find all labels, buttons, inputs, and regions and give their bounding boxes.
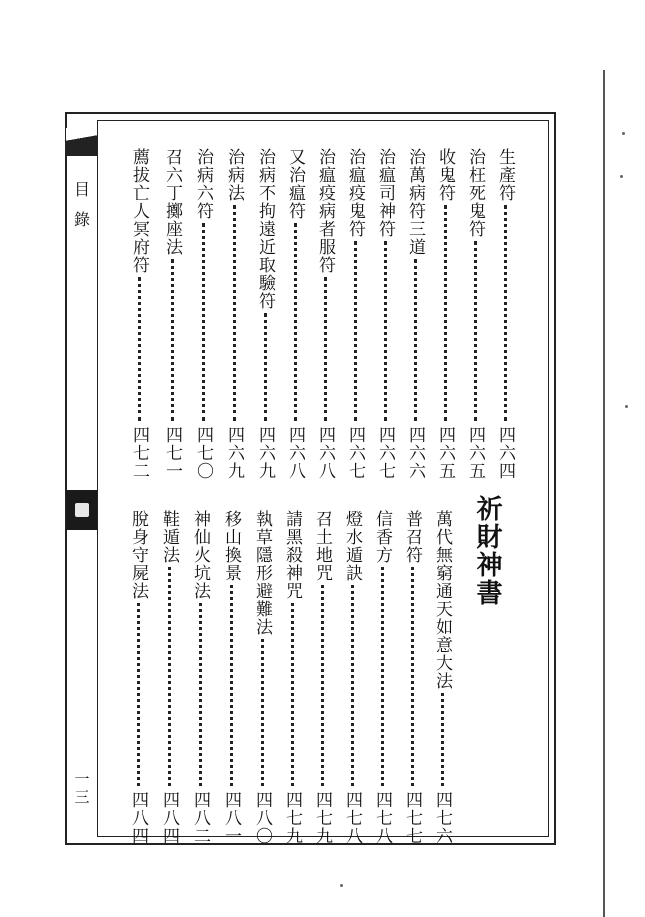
toc-entry <box>189 510 211 845</box>
toc-entry-page: 四八一 <box>221 791 241 845</box>
toc-entry-page: 四六七 <box>375 426 395 480</box>
leader-dots <box>291 603 294 786</box>
toc-entry-title: 治萬病符三道 <box>405 148 425 256</box>
leader-dots <box>261 639 264 786</box>
toc-entry-title: 燈水遁訣 <box>342 510 362 582</box>
toc-entry-page: 四六八 <box>315 426 335 480</box>
toc-entry-title: 治枉死鬼符 <box>465 148 485 238</box>
toc-entry-title: 治病六符 <box>193 148 213 220</box>
toc-entry-page: 四七八 <box>342 791 362 845</box>
leader-dots <box>504 205 507 421</box>
toc-entry-page: 四八四 <box>159 791 179 845</box>
toc-entry-page: 四七二 <box>129 426 149 480</box>
scan-speck <box>620 175 623 178</box>
toc-entry <box>158 510 180 845</box>
toc-entry <box>494 148 516 480</box>
toc-entry-page: 四七一 <box>162 426 182 480</box>
leader-dots <box>474 241 477 421</box>
toc-entry-title: 治瘟疫病者服符 <box>315 148 335 274</box>
leader-dots <box>354 241 357 421</box>
toc-entry-title: 普召符 <box>402 510 422 564</box>
leader-dots <box>411 567 414 786</box>
toc-entry <box>281 510 303 845</box>
leader-dots <box>351 585 354 786</box>
toc-entry <box>374 148 396 480</box>
toc-entry-title: 萬代無窮通天如意大法 <box>432 510 452 690</box>
leader-dots <box>202 223 205 421</box>
toc-entry-title: 治瘟司神符 <box>375 148 395 238</box>
toc-entry <box>434 148 456 480</box>
leader-dots <box>414 259 417 421</box>
toc-entry-title: 鞋遁法 <box>159 510 179 564</box>
leader-dots <box>324 277 327 421</box>
toc-entry-page: 四八二 <box>190 791 210 845</box>
toc-entry <box>251 510 273 845</box>
toc-entry-page: 四七九 <box>282 791 302 845</box>
leader-dots <box>230 585 233 786</box>
toc-entry-title: 召土地咒 <box>312 510 332 582</box>
toc-entry-title: 又治瘟符 <box>285 148 305 220</box>
leader-dots <box>444 205 447 421</box>
toc-entry-title: 召六丁擲座法 <box>162 148 182 256</box>
toc-entry <box>371 510 393 845</box>
toc-entry-title: 移山換景 <box>221 510 241 582</box>
leader-dots <box>138 277 141 421</box>
toc-entry-title: 治病不拘遠近取驗符 <box>255 148 275 310</box>
scan-speck <box>622 132 625 135</box>
toc-entry <box>401 510 423 845</box>
toc-entry-title: 治瘟疫鬼符 <box>345 148 365 238</box>
toc-entry-page: 四七〇 <box>193 426 213 480</box>
toc-entry-title: 薦拔亡人冥府符 <box>129 148 149 274</box>
page-number: 一三 <box>74 770 90 806</box>
toc-entry <box>284 148 306 480</box>
page-edge-line <box>603 70 605 917</box>
leader-dots <box>171 259 174 421</box>
toc-entry-page: 四六九 <box>224 426 244 480</box>
scan-speck <box>625 405 628 408</box>
toc-entry-page: 四六八 <box>285 426 305 480</box>
toc-entry-page: 四七九 <box>312 791 332 845</box>
toc-entry <box>464 148 486 480</box>
leader-dots <box>168 567 171 786</box>
toc-entry-page: 四六五 <box>435 426 455 480</box>
leader-dots <box>441 693 444 786</box>
toc-entry <box>341 510 363 845</box>
leader-dots <box>384 241 387 421</box>
toc-entry-title: 脫身守屍法 <box>128 510 148 600</box>
toc-entry-page: 四六九 <box>255 426 275 480</box>
leader-dots <box>137 603 140 786</box>
toc-entry <box>192 148 214 480</box>
leader-dots <box>233 205 236 421</box>
leader-dots <box>321 585 324 786</box>
toc-entry-page: 四六六 <box>405 426 425 480</box>
toc-entry <box>161 148 183 480</box>
toc-entry <box>220 510 242 845</box>
toc-entry-page: 四六四 <box>495 426 515 480</box>
side-block-ornament <box>66 490 97 530</box>
toc-entry-page: 四七七 <box>402 791 422 845</box>
toc-entry <box>254 148 276 480</box>
toc-entry-page: 四八〇 <box>252 791 272 845</box>
scan-speck <box>340 884 343 887</box>
toc-entry-page: 四七六 <box>432 791 452 845</box>
leader-dots <box>264 313 267 421</box>
toc-entry <box>128 148 150 480</box>
toc-entry-page: 四六五 <box>465 426 485 480</box>
toc-entry <box>344 148 366 480</box>
toc-entry <box>223 148 245 480</box>
leader-dots <box>199 603 202 786</box>
side-title: 目錄 <box>73 180 90 229</box>
toc-entry-page: 四七八 <box>372 791 392 845</box>
toc-entry-title: 治病法 <box>224 148 244 202</box>
toc-entry-title: 收鬼符 <box>435 148 455 202</box>
toc-entry <box>431 510 453 845</box>
toc-entry-title: 神仙火坑法 <box>190 510 210 600</box>
toc-entry-title: 信香方 <box>372 510 392 564</box>
toc-entry <box>127 510 149 845</box>
toc-entry <box>314 148 336 480</box>
toc-entry-title: 生產符 <box>495 148 515 202</box>
leader-dots <box>294 223 297 421</box>
section-heading: 祈財神書 <box>472 495 502 607</box>
toc-entry <box>311 510 333 845</box>
toc-entry-title: 請黑殺神咒 <box>282 510 302 600</box>
leader-dots <box>381 567 384 786</box>
toc-entry-page: 四六七 <box>345 426 365 480</box>
corner-ornament <box>66 128 97 156</box>
toc-entry <box>404 148 426 480</box>
toc-entry-page: 四八四 <box>128 791 148 845</box>
toc-entry-title: 執草隱形避難法 <box>252 510 272 636</box>
